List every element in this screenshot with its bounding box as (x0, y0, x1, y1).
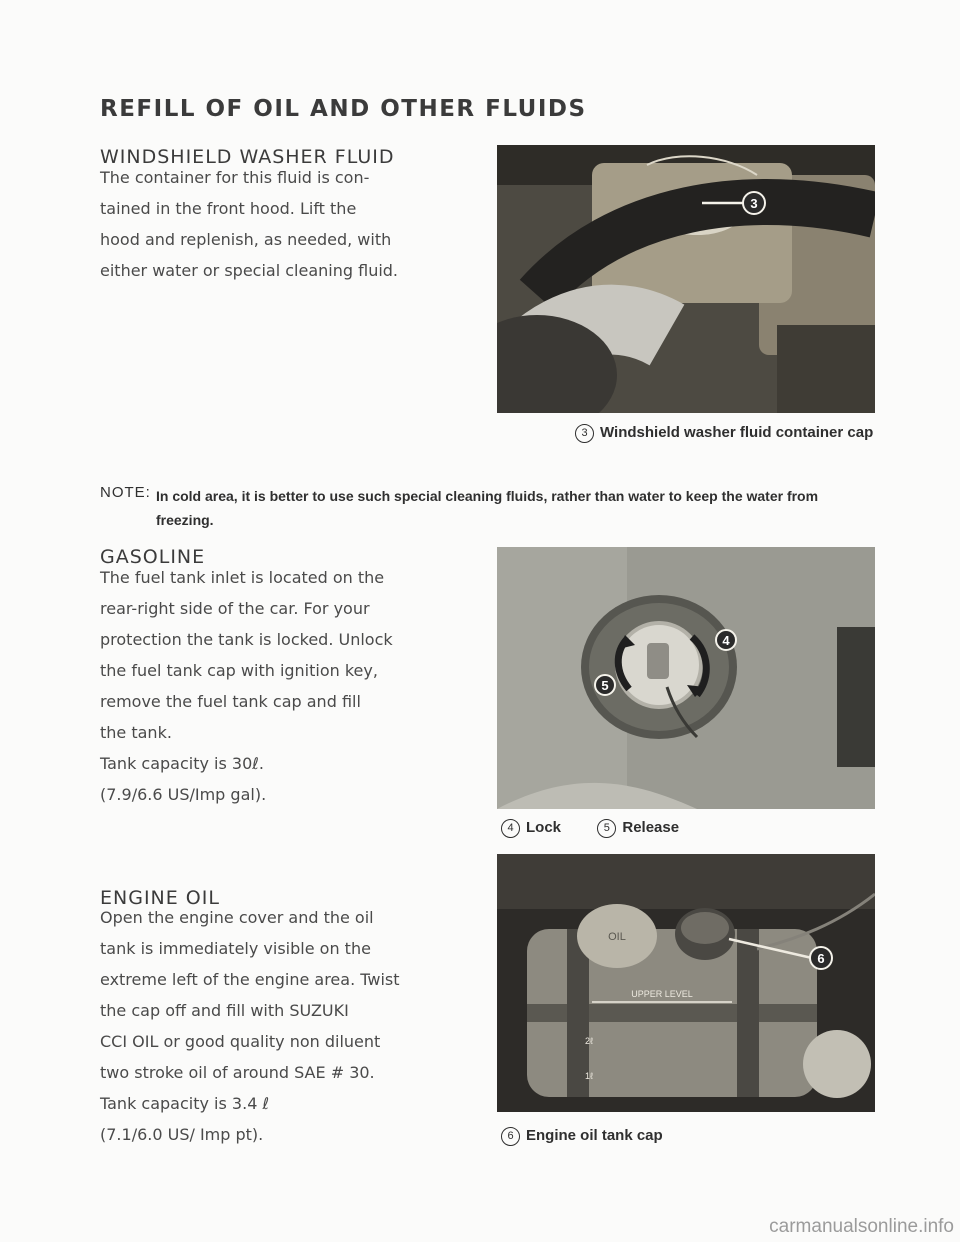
caption-number-5: 5 (597, 819, 616, 838)
tank-upper-level-label: UPPER LEVEL (631, 989, 693, 999)
gasoline-caption (501, 819, 679, 838)
engine-oil-callout: 6 (817, 951, 825, 966)
footer-watermark-url: carmanualsonline.info (769, 1216, 954, 1237)
caption-number-3: 3 (575, 424, 594, 443)
gasoline-photo (497, 547, 875, 809)
washer-photo (497, 145, 875, 413)
washer-body: The container for this fluid is con- tained in the front hood. Lift the hood and replenish, as needed, with either water or special cleaning fluid. (100, 168, 399, 280)
engine-oil-body: Open the engine cover and the oil tank is immediately visible on the extreme left of the engine area. Twist the cap off and fill with SUZUKI CCI OIL or good quality non diluent two stroke oil of around SAE # 30. Tank capacity is 3.4 ℓ (7.1/6.0 US/ Imp pt). (100, 908, 400, 1144)
note-label: NOTE: (100, 484, 151, 501)
lock-caption-text: Lock (526, 819, 562, 836)
caption-number-6: 6 (501, 1127, 520, 1146)
page-title: REFILL OF OIL AND OTHER FLUIDS (100, 96, 587, 122)
gasoline-callout-release: 5 (601, 678, 609, 693)
engine-oil-heading: ENGINE OIL (100, 887, 220, 909)
caption-number-4: 4 (501, 819, 520, 838)
gasoline-heading: GASOLINE (100, 546, 206, 568)
note-text: In cold area, it is better to use such special cleaning fluids, rather than water to keep the water from freezing. (156, 488, 819, 528)
gasoline-callout-lock: 4 (722, 633, 730, 648)
gasoline-body: The fuel tank inlet is located on the rear-right side of the car. For your protection the tank is locked. Unlock the fuel tank cap with ignition key, remove the fuel tank cap and fill the tank. Tank capacity is 30ℓ. (7.9/6.6 US/Imp gal). (100, 568, 393, 804)
engine-oil-caption (501, 1127, 663, 1146)
washer-caption (575, 424, 873, 443)
tank-1l-label: 1ℓ (585, 1071, 593, 1081)
washer-caption-text: Windshield washer fluid container cap (600, 424, 874, 441)
engine-oil-caption-text: Engine oil tank cap (526, 1127, 663, 1144)
washer-callout: 3 (750, 196, 758, 211)
washer-heading: WINDSHIELD WASHER FLUID (100, 146, 395, 168)
release-caption-text: Release (622, 819, 680, 836)
oil-cap-text: OIL (608, 931, 626, 943)
tank-2l-label: 2ℓ (585, 1036, 593, 1046)
engine-oil-photo (497, 854, 875, 1112)
